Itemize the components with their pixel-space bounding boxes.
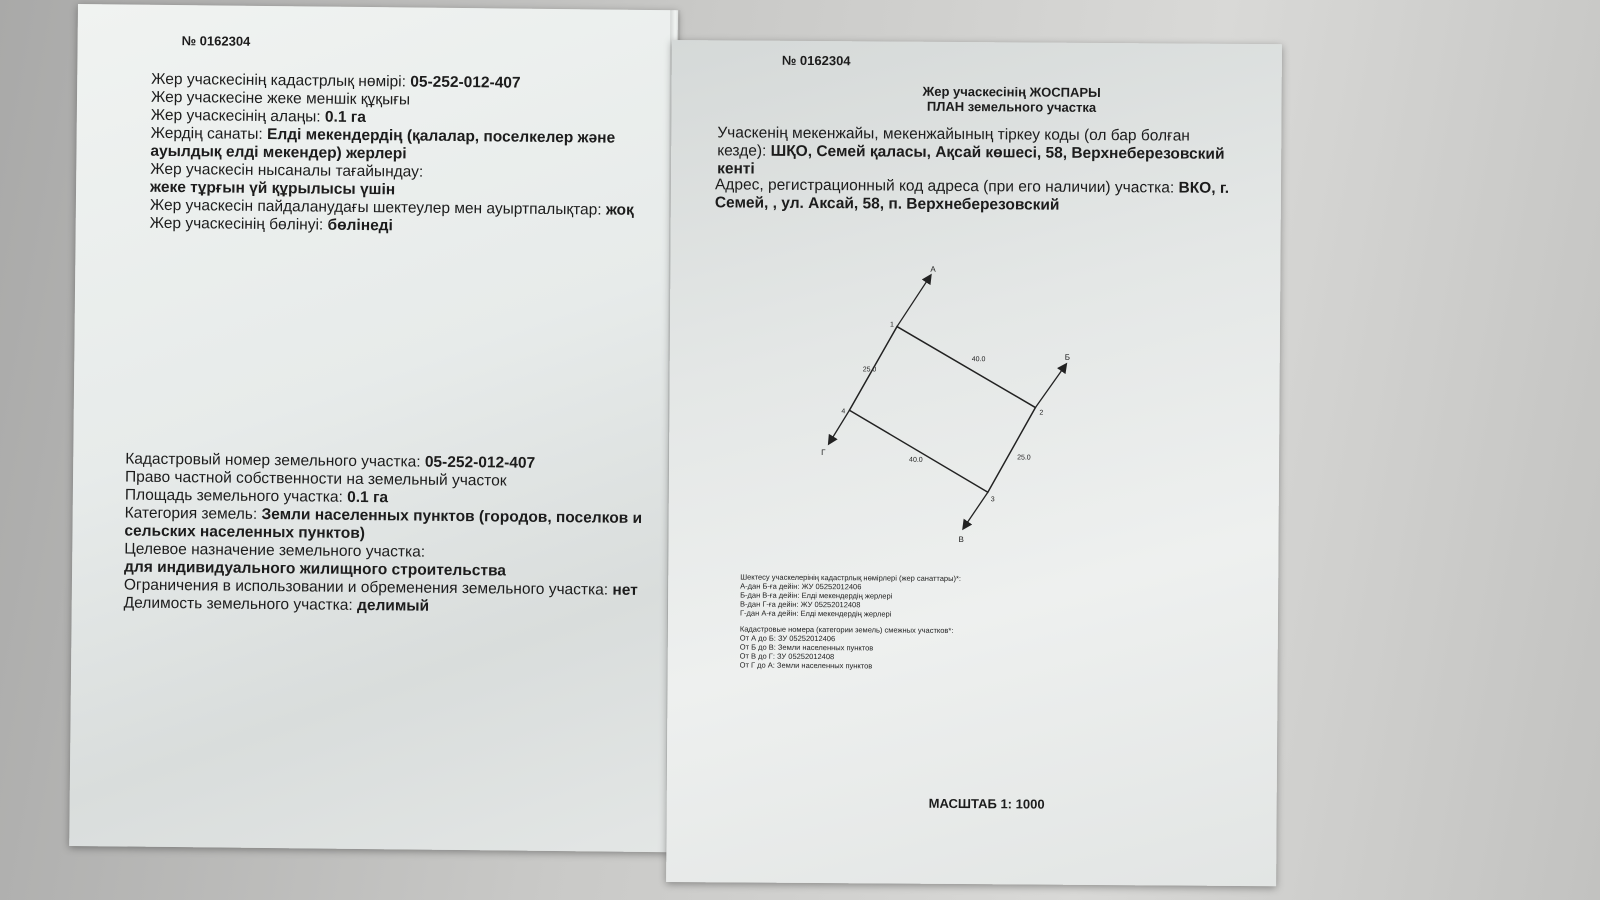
dimension-34: 40.0: [909, 456, 923, 464]
axis-line-b: [1035, 365, 1065, 408]
ru-detail-line: [124, 505, 664, 547]
adjacent-plots-kz: [740, 572, 1040, 619]
detail-value: 0.1 га: [324, 108, 366, 127]
detail-value: бөлінеді: [327, 216, 393, 235]
detail-label: Право частной собственности на земельный участок: [124, 468, 507, 490]
direction-g-label: Г: [821, 448, 826, 458]
point-3-label: 3: [990, 496, 995, 504]
point-2-label: 2: [1039, 409, 1044, 417]
detail-value: для индивидуального жилищного строительства: [124, 558, 507, 580]
dimension-41: 25.0: [862, 366, 877, 374]
legend-kz-title: Шектесу учаскелерінің кадастрлық нөмірлері (жер санаттары)*:: [740, 572, 962, 584]
address-kz-value: ШҚО, Семей қаласы, Ақсай көшесі, 58, Верхнеберезовский кенті: [717, 142, 1225, 178]
direction-v-label: В: [958, 535, 964, 545]
detail-label: Жер учаскесіне жеке меншік құқығы: [150, 88, 411, 109]
address-ru-label: Адрес, регистрационный код адреса (при его наличии) участка:: [714, 176, 1179, 197]
detail-value: 0.1 га: [347, 488, 389, 507]
detail-value: нет: [612, 581, 638, 599]
legend-ru-title: Кадастровые номера (категории земель) смежных участков*:: [739, 624, 954, 635]
plan-title-kz: Жер учаскесінің ЖОСПАРЫ: [922, 83, 1101, 100]
legend-ru-row: От А до Б: ЗУ 05252012406: [739, 633, 836, 644]
plan-title: [871, 83, 1151, 115]
land-plot-plan: [818, 263, 1120, 555]
detail-value: жоқ: [605, 201, 634, 219]
legend-kz-row: В-дан Г-ға дейін: ЖУ 05252012408: [740, 599, 861, 610]
detail-value: Земли населенных пунктов (городов, поселков и сельских населенных пунктов): [124, 505, 643, 543]
detail-label: Жер учаскесін нысаналы тағайындау:: [150, 160, 424, 181]
certificate-number-right: № 0162304: [781, 52, 851, 69]
point-1-label: 1: [889, 321, 894, 329]
legend-kz-row: Б-дан В-ға дейін: Елді мекендердің жерлері: [740, 590, 893, 601]
right-page: [666, 40, 1282, 886]
address-ru: [715, 176, 1235, 216]
kazakh-details: [150, 71, 652, 238]
detail-label: Делимость земельного участка:: [123, 594, 358, 614]
left-page: [69, 4, 678, 852]
point-4-label: 4: [841, 408, 846, 416]
legend-ru-row: От Б до В: Земли населенных пунктов: [739, 642, 874, 653]
direction-b-label: Б: [1064, 352, 1071, 362]
detail-value: жеке тұрғын үй құрылысы үшін: [149, 178, 396, 199]
address-kz-label: Учаскенің мекенжайы, мекенжайының тіркеу коды (ол бар болған кезде):: [717, 124, 1190, 160]
detail-label: Кадастровый номер земельного участка:: [125, 450, 425, 471]
certificate-number: № 0162304: [181, 33, 251, 49]
address-ru-value: ВКО, г. Семей, , ул. Аксай, 58, п. Верхнеберезовский: [714, 179, 1230, 214]
detail-label: Жер учаскесінің кадастрлық нөмірі:: [151, 70, 411, 91]
legend-kz-row: Г-дан А-ға дейін: Елді мекендердің жерлері: [739, 608, 892, 619]
detail-label: Жер учаскесінің бөлінуі:: [149, 214, 328, 234]
adjacent-plots-ru: [740, 624, 1040, 671]
legend-ru-row: От Г до А: Земли населенных пунктов: [739, 660, 873, 671]
detail-label: Целевое назначение земельного участка:: [124, 540, 426, 561]
detail-label: Категория земель:: [124, 504, 262, 523]
address-kz: [717, 124, 1237, 182]
axis-line-v: [964, 492, 988, 528]
kz-detail-line: [150, 125, 650, 166]
detail-value: делимый: [356, 596, 430, 615]
detail-label: Ограничения в использовании и обременения земельного участка:: [123, 576, 613, 599]
detail-label: Жер учаскесінің алаңы:: [150, 106, 326, 126]
detail-value: 05-252-012-407: [424, 453, 536, 472]
detail-label: Площадь земельного участка:: [124, 486, 348, 506]
plan-title-ru: ПЛАН земельного участка: [926, 98, 1097, 115]
detail-label: Жердің санаты:: [150, 124, 268, 143]
axis-line-a: [897, 276, 930, 327]
axis-line-g: [829, 410, 849, 443]
map-scale: МАСШТАБ 1: 1000: [928, 795, 1045, 812]
dimension-23: 25.0: [1017, 454, 1031, 462]
plot-boundary: [849, 326, 1036, 492]
dimension-12: 40.0: [971, 356, 986, 364]
detail-label: Жер учаскесін пайдаланудағы шектеулер мен ауыртпалықтар:: [149, 196, 607, 219]
legend-kz-row: А-дан Б-ға дейін: ЖУ 05252012406: [740, 581, 862, 592]
russian-details: [124, 451, 666, 619]
legend-ru-row: От В до Г: ЗУ 05252012408: [739, 651, 835, 662]
direction-a-label: А: [930, 264, 936, 274]
detail-value: Елді мекендердің (қалалар, поселкелер және ауылдық елді мекендер) жерлері: [150, 125, 616, 163]
detail-value: 05-252-012-407: [410, 73, 521, 92]
